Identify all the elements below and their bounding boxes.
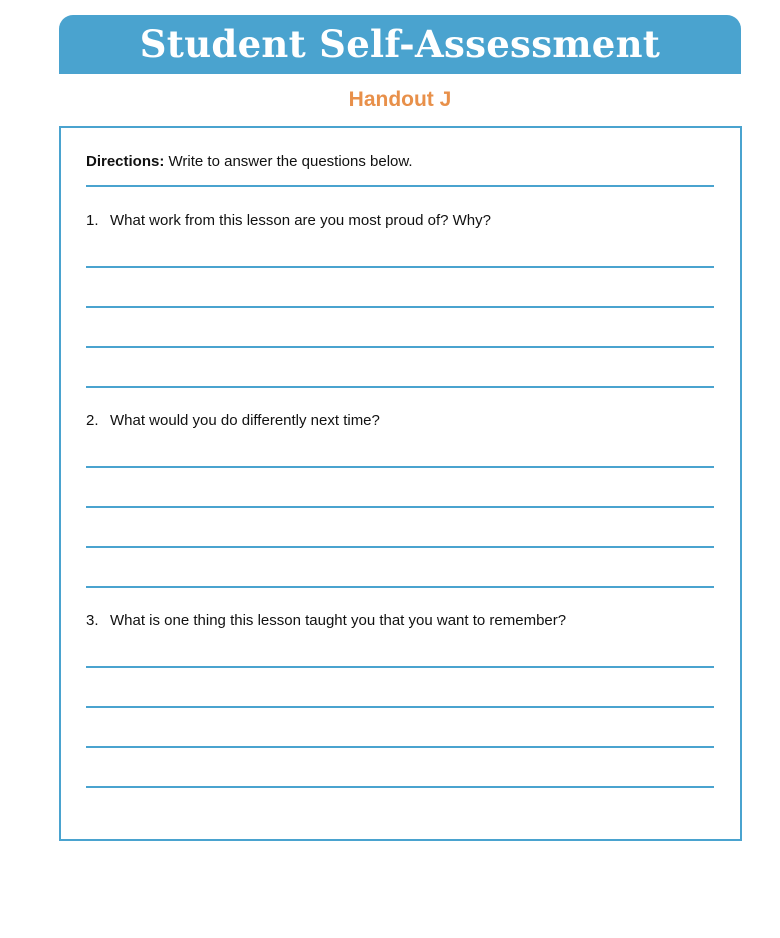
answer-line[interactable] xyxy=(86,386,714,388)
handout-label: Handout J xyxy=(348,88,452,111)
question-number: 1. xyxy=(86,212,99,229)
question-2 xyxy=(86,411,380,431)
page-title: Student Self-Assessment xyxy=(139,22,661,66)
question-1 xyxy=(86,211,491,231)
answer-line[interactable] xyxy=(86,786,714,788)
answer-line[interactable] xyxy=(86,586,714,588)
directions xyxy=(86,152,413,172)
answer-line[interactable] xyxy=(86,506,714,508)
directions-text: Write to answer the questions below. xyxy=(168,153,413,170)
answer-line[interactable] xyxy=(86,306,714,308)
answer-line[interactable] xyxy=(86,466,714,468)
worksheet-frame xyxy=(59,126,742,841)
question-text: What is one thing this lesson taught you that you want to remember? xyxy=(110,612,567,629)
question-3 xyxy=(86,611,566,631)
directions-divider xyxy=(86,185,714,187)
directions-label: Directions: xyxy=(86,153,165,170)
answer-line[interactable] xyxy=(86,706,714,708)
question-number: 2. xyxy=(86,412,99,429)
answer-line[interactable] xyxy=(86,346,714,348)
answer-line[interactable] xyxy=(86,546,714,548)
question-number: 3. xyxy=(86,612,99,629)
answer-line[interactable] xyxy=(86,666,714,668)
answer-line[interactable] xyxy=(86,266,714,268)
answer-line[interactable] xyxy=(86,746,714,748)
title-banner xyxy=(59,15,741,74)
question-text: What work from this lesson are you most proud of? Why? xyxy=(110,212,491,229)
question-text: What would you do differently next time? xyxy=(110,412,380,429)
